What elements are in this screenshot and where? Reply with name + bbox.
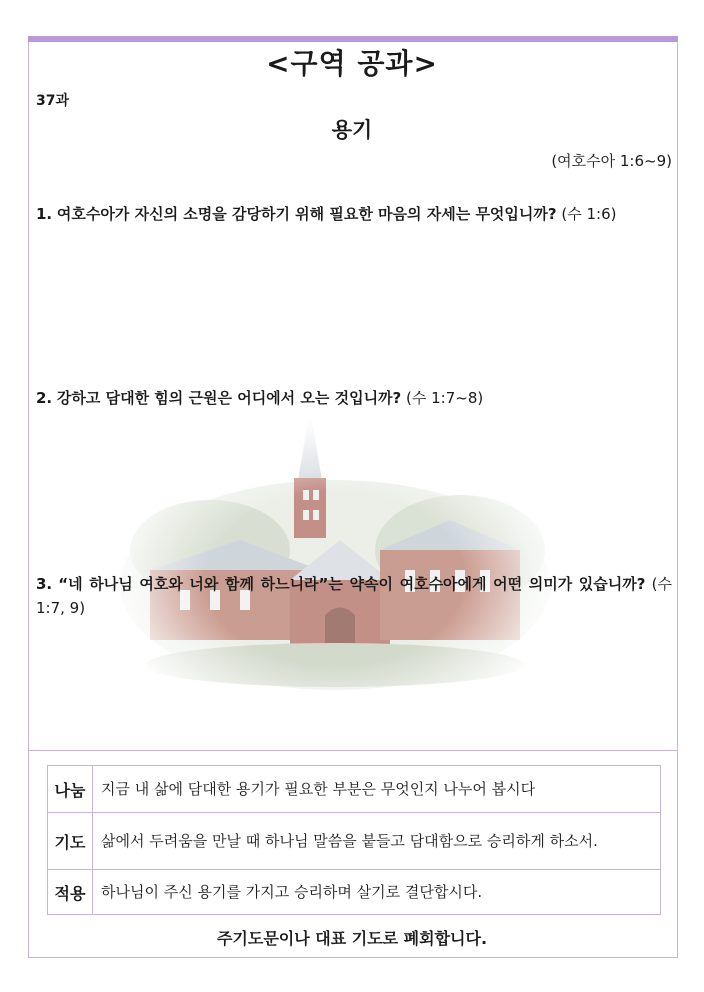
closing-instruction: 주기도문이나 대표 기도로 폐회합니다.	[216, 929, 488, 948]
activity-row-sharing	[48, 766, 661, 813]
question-number: 2.	[36, 389, 53, 407]
church-illustration	[120, 410, 550, 700]
activity-label: 나눔	[48, 766, 93, 813]
section-divider	[28, 750, 678, 751]
activity-label: 기도	[48, 813, 93, 870]
activity-row-application	[48, 870, 661, 915]
question-reference: (수 1:7, 9)	[36, 575, 672, 617]
question-1	[36, 202, 672, 226]
activity-text: 삶에서 두려움을 만날 때 하나님 말씀을 붙들고 담대함으로 승리하게 하소서.	[93, 813, 661, 870]
activity-text: 지금 내 삶에 담대한 용기가 필요한 부분은 무엇인지 나누어 봅시다	[93, 766, 661, 813]
activity-text: 하나님이 주신 용기를 가지고 승리하며 살기로 결단합시다.	[93, 870, 661, 915]
lesson-subtitle: 용기	[331, 118, 373, 142]
question-number: 3.	[36, 575, 53, 593]
question-number: 1.	[36, 205, 53, 223]
activity-label: 적용	[48, 870, 93, 915]
question-text: 강하고 담대한 힘의 근원은 어디에서 오는 것입니까?	[56, 389, 402, 407]
page-title: <구역 공과>	[266, 47, 438, 80]
question-text: 여호수아가 자신의 소명을 감당하기 위해 필요한 마음의 자세는 무엇입니까?	[56, 205, 557, 223]
activity-table	[47, 765, 661, 915]
question-reference: (수 1:7~8)	[406, 389, 484, 407]
question-text: “네 하나님 여호와 너와 함께 하느니라”는 약속이 여호수아에게 어떤 의미가 있습니까?	[58, 575, 646, 593]
scripture-reference: (여호수아 1:6~9)	[551, 152, 672, 170]
activity-row-prayer	[48, 813, 661, 870]
question-3	[36, 572, 672, 620]
question-reference: (수 1:6)	[561, 205, 617, 223]
lesson-number: 37과	[36, 93, 70, 109]
question-2	[36, 386, 672, 410]
